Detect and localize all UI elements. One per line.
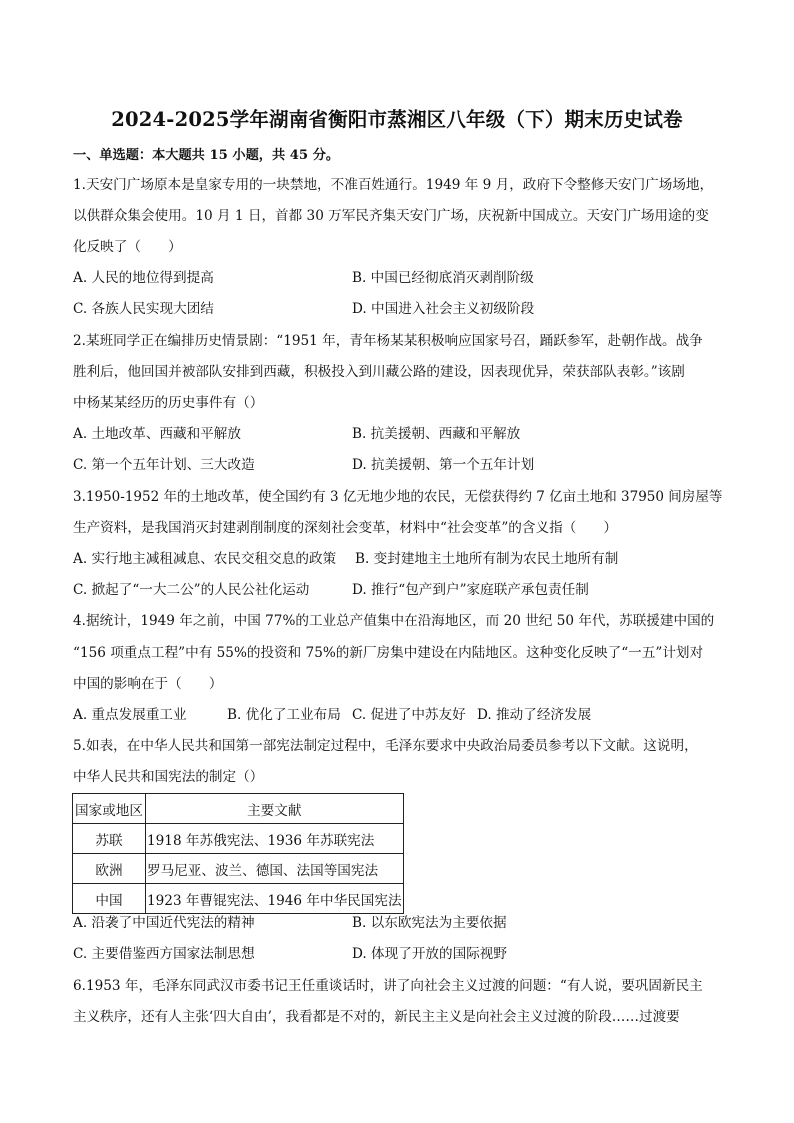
- question-5-option-c: C. 主要借鉴西方国家法制思想: [73, 946, 255, 962]
- table-cell-documents: 1923 年曹锟宪法、1946 年中华民国宪法: [146, 884, 404, 914]
- question-2-option-a: A. 土地改革、西藏和平解放: [73, 426, 241, 442]
- question-2-line-2: 胜利后，他回国并被部队安排到西藏，积极投入到川藏公路的建设，因表现优异，荣获部队表彰。”该剧: [73, 364, 685, 380]
- question-2-line-1: 2.某班同学正在编排历史情景剧：“1951 年，青年杨某某积极响应国家号召，踊跃参军，赴朝作战。战争: [73, 333, 703, 349]
- table-row: [73, 884, 404, 914]
- question-5-option-d: D. 体现了开放的国际视野: [352, 946, 507, 962]
- question-2-option-b: B. 抗美援朝、西藏和平解放: [352, 426, 521, 442]
- question-2-line-3: 中杨某某经历的历史事件有（）: [73, 395, 264, 411]
- question-4-option-c: C. 促进了中苏友好: [352, 707, 466, 723]
- question-3-option-d: D. 推行“包产到户”家庭联产承包责任制: [352, 582, 589, 598]
- table-cell-region: 欧洲: [73, 854, 146, 884]
- question-1-line-2: 以供群众集会使用。10 月 1 日，首都 30 万军民齐集天安门广场，庆祝新中国成立。天安门广场用途的变: [73, 208, 709, 224]
- table-header-documents: 主要文献: [146, 794, 404, 824]
- table-header-region: 国家或地区: [73, 794, 146, 824]
- question-5-option-a: A. 沿袭了中国近代宪法的精神: [73, 915, 255, 931]
- table-header-row: [73, 794, 404, 824]
- question-6-line-2: 主义秩序，还有人主张‘四大自由’，我看都是不对的，新民主主义是向社会主义过渡的阶段……过渡要: [73, 1009, 680, 1025]
- question-6-line-1: 6.1953 年，毛泽东同武汉市委书记王任重谈话时，讲了向社会主义过渡的问题：“有人说，要巩固新民主: [73, 978, 703, 994]
- question-4-line-1: 4.据统计，1949 年之前，中国 77%的工业总产值集中在沿海地区，而 20 世纪 50 年代，苏联援建中国的: [73, 613, 715, 629]
- question-4-option-a: A. 重点发展重工业: [73, 707, 187, 723]
- table-cell-region: 苏联: [73, 824, 146, 854]
- question-5-line-2: 中华人民共和国宪法的制定（）: [73, 769, 264, 785]
- table-cell-documents: 1918 年苏俄宪法、1936 年苏联宪法: [146, 824, 404, 854]
- question-1-option-c: C. 各族人民实现大团结: [73, 301, 214, 317]
- question-5-option-b: B. 以东欧宪法为主要依据: [352, 915, 507, 931]
- question-1-option-b: B. 中国已经彻底消灭剥削阶级: [352, 270, 534, 286]
- question-4-option-d: D. 推动了经济发展: [477, 707, 592, 723]
- question-4-line-2: “156 项重点工程”中有 55%的投资和 75%的新厂房集中建设在内陆地区。这种变化反映了“一五”计划对: [73, 645, 704, 661]
- question-4-line-3: 中国的影响在于（ ）: [73, 676, 223, 692]
- question-3-option-c: C. 掀起了“一大二公”的人民公社化运动: [73, 582, 310, 598]
- question-1-line-3: 化反映了（ ）: [73, 239, 182, 255]
- exam-title: 2024-2025学年湖南省衡阳市蒸湘区八年级（下）期末历史试卷: [111, 108, 683, 131]
- constitution-reference-table: [72, 793, 404, 914]
- question-3-line-1: 3.1950-1952 年的土地改革，使全国约有 3 亿无地少地的农民，无偿获得约 7 亿亩土地和 37950 间房屋等: [73, 489, 723, 505]
- question-5-line-1: 5.如表，在中华人民共和国第一部宪法制定过程中，毛泽东要求中央政治局委员参考以下文献。这说明，: [73, 738, 698, 754]
- question-1-option-a: A. 人民的地位得到提高: [73, 270, 214, 286]
- question-3-line-2: 生产资料，是我国消灭封建剥削制度的深刻社会变革，材料中“社会变革”的含义指（ ）: [73, 520, 618, 536]
- question-2-option-c: C. 第一个五年计划、三大改造: [73, 457, 255, 473]
- section-heading: 一、单选题：本大题共 15 小题，共 45 分。: [73, 148, 340, 163]
- question-3-option-b: B. 变封建地主土地所有制为农民土地所有制: [355, 551, 619, 567]
- table-cell-region: 中国: [73, 884, 146, 914]
- table-cell-documents: 罗马尼亚、波兰、德国、法国等国宪法: [146, 854, 404, 884]
- question-4-option-b: B. 优化了工业布局: [227, 707, 341, 723]
- question-3-option-a: A. 实行地主减租减息、农民交租交息的政策: [73, 551, 337, 567]
- question-1-option-d: D. 中国进入社会主义初级阶段: [352, 301, 535, 317]
- table-row: [73, 854, 404, 884]
- question-1-line-1: 1.天安门广场原本是皇家专用的一块禁地，不准百姓通行。1949 年 9 月，政府下令整修天安门广场场地，: [73, 177, 714, 193]
- question-2-option-d: D. 抗美援朝、第一个五年计划: [352, 457, 535, 473]
- table-row: [73, 824, 404, 854]
